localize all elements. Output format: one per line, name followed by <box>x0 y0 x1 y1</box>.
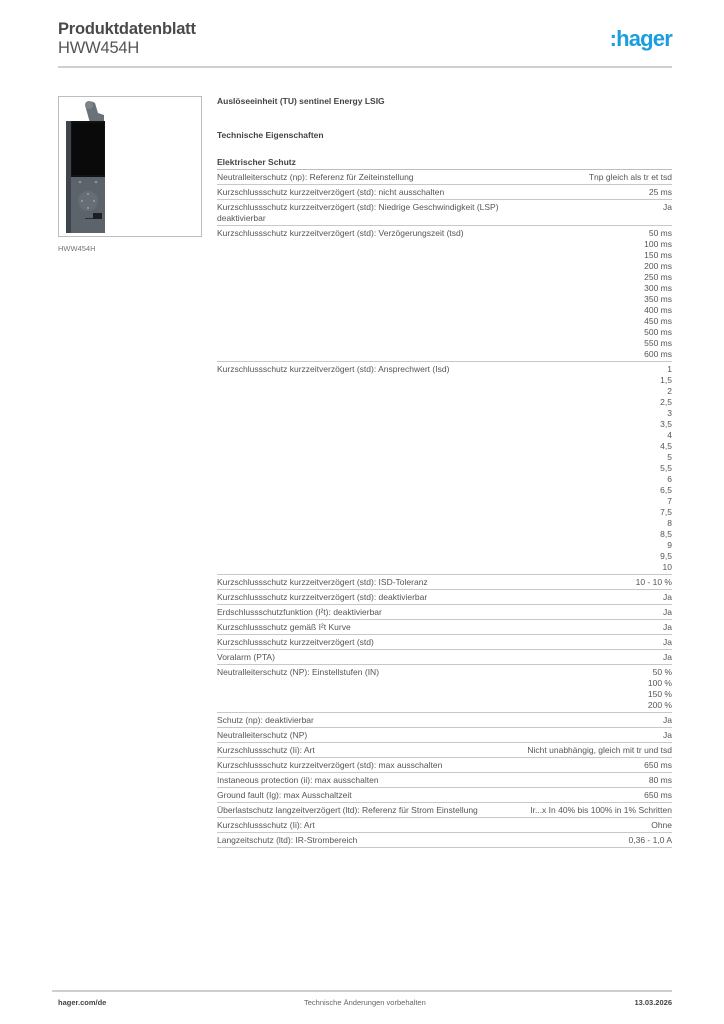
spec-value: 8,5 <box>660 528 672 539</box>
spec-label: Kurzschlussschutz kurzzeitverzögert (std): max ausschalten <box>217 759 443 770</box>
spec-values <box>517 592 672 603</box>
spec-value: 100 ms <box>644 238 672 249</box>
spec-value: Ohne <box>651 819 672 830</box>
spec-value: 300 ms <box>644 282 672 293</box>
spec-content <box>217 96 672 848</box>
spec-value: 400 ms <box>644 304 672 315</box>
spec-label: Kurzschlussschutz gemäß I²t Kurve <box>217 621 351 632</box>
footer-date: 13.03.2026 <box>634 998 672 1007</box>
spec-label: Schutz (np): deaktivierbar <box>217 714 314 725</box>
spec-label: Kurzschlussschutz kurzzeitverzögert (std): ISD-Toleranz <box>217 576 428 587</box>
spec-label: Neutralleiterschutz (NP) <box>217 729 308 740</box>
spec-value: 150 ms <box>644 249 672 260</box>
spec-label: Neutralleiterschutz (np): Referenz für Zeiteinstellung <box>217 171 414 182</box>
footer-divider <box>52 990 672 992</box>
spec-row <box>217 773 672 788</box>
spec-values <box>517 607 672 618</box>
spec-value: Ja <box>663 621 672 632</box>
spec-value: 7,5 <box>660 506 672 517</box>
spec-value: 650 ms <box>644 789 672 800</box>
spec-row <box>217 575 672 590</box>
spec-value: 6,5 <box>660 484 672 495</box>
trip-unit-illustration <box>59 97 201 236</box>
spec-row <box>217 605 672 620</box>
product-code: HWW454H <box>58 39 140 57</box>
spec-values <box>517 622 672 633</box>
spec-value: 10 - 10 % <box>635 576 672 587</box>
spec-value: 3,5 <box>660 418 672 429</box>
spec-label: Kurzschlussschutz kurzzeitverzögert (std): nicht ausschalten <box>217 186 445 197</box>
spec-value: 350 ms <box>644 293 672 304</box>
spec-value: Ja <box>663 714 672 725</box>
spec-values <box>517 172 672 183</box>
spec-values <box>517 715 672 726</box>
footer-website-link[interactable]: hager.com/de <box>58 998 107 1007</box>
spec-value: 100 % <box>647 677 672 688</box>
spec-row <box>217 650 672 665</box>
spec-value: 500 ms <box>644 326 672 337</box>
spec-label: Langzeitschutz (ltd): IR-Strombereich <box>217 834 358 845</box>
spec-value: 7 <box>667 495 672 506</box>
header-divider <box>58 66 672 68</box>
page-header <box>58 20 672 68</box>
spec-row <box>217 590 672 605</box>
spec-values <box>517 820 672 831</box>
spec-value: 0,36 - 1,0 A <box>628 834 672 845</box>
section-title: Technische Eigenschaften <box>217 130 324 140</box>
spec-values <box>517 667 672 711</box>
spec-row <box>217 665 672 713</box>
footer-disclaimer: Technische Änderungen vorbehalten <box>304 998 426 1007</box>
spec-value: 200 % <box>647 699 672 710</box>
spec-label: Instaneous protection (ii): max ausschalten <box>217 774 379 785</box>
spec-row <box>217 620 672 635</box>
spec-value: 200 ms <box>644 260 672 271</box>
spec-value: 80 ms <box>648 774 672 785</box>
spec-table <box>217 170 672 848</box>
spec-value: 2 <box>667 385 672 396</box>
spec-value: Ja <box>663 591 672 602</box>
spec-value: 50 ms <box>648 227 672 238</box>
spec-value: 650 ms <box>644 759 672 770</box>
spec-label: Voralarm (PTA) <box>217 651 275 662</box>
spec-row <box>217 818 672 833</box>
spec-values <box>517 760 672 771</box>
spec-value: 9 <box>667 539 672 550</box>
spec-values <box>517 790 672 801</box>
spec-values <box>517 652 672 663</box>
spec-value: 600 ms <box>644 348 672 359</box>
spec-row <box>217 635 672 650</box>
spec-label: Kurzschlussschutz (Ii): Art <box>217 744 315 755</box>
spec-row <box>217 170 672 185</box>
spec-row <box>217 713 672 728</box>
spec-value: 150 % <box>647 688 672 699</box>
spec-values <box>517 364 672 573</box>
spec-value: Ja <box>663 606 672 617</box>
spec-value: 550 ms <box>644 337 672 348</box>
spec-row <box>217 788 672 803</box>
spec-value: 9,5 <box>660 550 672 561</box>
spec-row <box>217 758 672 773</box>
spec-label: Neutralleiterschutz (NP): Einstellstufen (IN) <box>217 666 380 677</box>
spec-value: 450 ms <box>644 315 672 326</box>
spec-value: 1 <box>667 363 672 374</box>
spec-value: Ja <box>663 651 672 662</box>
spec-value: Tnp gleich als tr et tsd <box>588 171 672 182</box>
spec-row <box>217 226 672 362</box>
spec-value: 5 <box>667 451 672 462</box>
spec-value: 1,5 <box>660 374 672 385</box>
spec-values <box>517 202 672 213</box>
spec-value: 4,5 <box>660 440 672 451</box>
spec-value: Ir...x In 40% bis 100% in 1% Schritten <box>530 804 672 815</box>
spec-row <box>217 833 672 848</box>
spec-value: Ja <box>663 201 672 212</box>
spec-value: Nicht unabhängig, gleich mit tr und tsd <box>527 744 672 755</box>
spec-value: 25 ms <box>648 186 672 197</box>
spec-label: Erdschlussschutzfunktion (I²t): deaktivierbar <box>217 606 382 617</box>
spec-values <box>517 228 672 360</box>
spec-values <box>517 730 672 741</box>
product-name: Auslöseeinheit (TU) sentinel Energy LSIG <box>217 96 385 106</box>
spec-values <box>517 577 672 588</box>
spec-row <box>217 200 672 226</box>
spec-values <box>517 745 672 756</box>
group-title: Elektrischer Schutz <box>217 157 672 170</box>
spec-row <box>217 803 672 818</box>
spec-row <box>217 743 672 758</box>
image-caption: HWW454H <box>58 244 96 253</box>
spec-row <box>217 185 672 200</box>
spec-row <box>217 728 672 743</box>
document-title: Produktdatenblatt <box>58 20 196 38</box>
spec-label: Kurzschlussschutz kurzzeitverzögert (std): deaktivierbar <box>217 591 428 602</box>
spec-label: Kurzschlussschutz kurzzeitverzögert (std): Niedrige Geschwindigkeit (LSP) deaktivierbar <box>217 201 499 223</box>
spec-label: Kurzschlussschutz (Ii): Art <box>217 819 315 830</box>
spec-value: 6 <box>667 473 672 484</box>
spec-value: 250 ms <box>644 271 672 282</box>
spec-value: 2,5 <box>660 396 672 407</box>
spec-label: Kurzschlussschutz kurzzeitverzögert (std) <box>217 636 374 647</box>
spec-values <box>517 775 672 786</box>
spec-row <box>217 362 672 575</box>
spec-value: 3 <box>667 407 672 418</box>
spec-label: Überlastschutz langzeitverzögert (ltd): Referenz für Strom Einstellung <box>217 804 478 815</box>
spec-value: 50 % <box>652 666 672 677</box>
spec-value: 4 <box>667 429 672 440</box>
spec-value: 10 <box>662 561 672 572</box>
spec-label: Kurzschlussschutz kurzzeitverzögert (std): Verzögerungszeit (tsd) <box>217 227 464 238</box>
spec-values <box>517 637 672 648</box>
spec-value: 5,5 <box>660 462 672 473</box>
spec-label: Kurzschlussschutz kurzzeitverzögert (std): Ansprechwert (Isd) <box>217 363 450 374</box>
spec-values <box>517 187 672 198</box>
spec-label: Ground fault (Ig): max Ausschaltzeit <box>217 789 352 800</box>
spec-value: 8 <box>667 517 672 528</box>
hager-logo: :hager <box>609 26 672 51</box>
spec-value: Ja <box>663 636 672 647</box>
product-image <box>58 96 202 237</box>
spec-value: Ja <box>663 729 672 740</box>
spec-values <box>517 805 672 816</box>
spec-values <box>517 835 672 846</box>
